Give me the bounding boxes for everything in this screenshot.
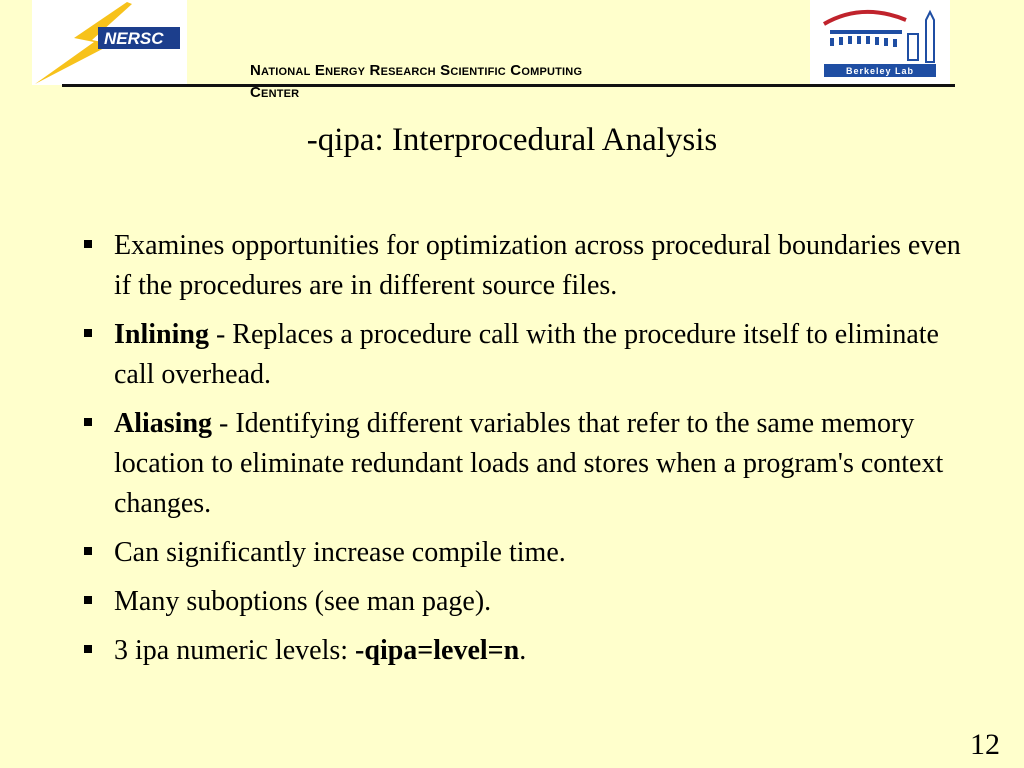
square-bullet-icon — [84, 240, 92, 248]
nersc-logo — [32, 0, 187, 85]
lab-windows — [830, 36, 897, 47]
bullet-item — [78, 582, 978, 622]
bullet-item — [78, 533, 978, 573]
berkeley-lab-text: Berkeley Lab — [845, 66, 915, 76]
square-bullet-icon — [84, 547, 92, 555]
bullet-bold-term: Aliasing — [114, 408, 213, 439]
berkeley-lab-logo — [810, 0, 950, 84]
bullet-list — [78, 226, 978, 680]
lab-building-line — [830, 30, 902, 34]
bullet-suffix: . — [519, 635, 527, 666]
bullet-text: Many suboptions (see man page). — [114, 586, 492, 617]
slide-title: -qipa: Interprocedural Analysis — [306, 122, 718, 158]
organization-name-line1: National Energy Research Scientific Computing — [250, 62, 583, 79]
nersc-logo-graphic — [32, 0, 187, 85]
bullet-item — [78, 226, 978, 306]
berkeley-lab-logo-graphic — [810, 0, 950, 84]
square-bullet-icon — [84, 645, 92, 653]
square-bullet-icon — [84, 418, 92, 426]
bullet-text: Can significantly increase compile time. — [114, 537, 566, 568]
organization-name — [250, 60, 720, 104]
square-bullet-icon — [84, 596, 92, 604]
lab-roof-arc — [824, 12, 906, 24]
square-bullet-icon — [84, 329, 92, 337]
bullet-item — [78, 315, 978, 395]
bullet-text: - Replaces a procedure call with the procedure itself to eliminate call overhead. — [114, 319, 939, 390]
organization-name-line2: Center — [250, 84, 300, 101]
bullet-item — [78, 404, 978, 524]
bullet-item — [78, 631, 978, 671]
lab-building-icon — [908, 34, 918, 60]
bullet-text: Examines opportunities for optimization across procedural boundaries even if the procedures are in different source files. — [114, 230, 961, 301]
page-number: 12 — [970, 728, 1000, 761]
bullet-text: - Identifying different variables that refer to the same memory location to eliminate redundant loads and stores when a program's context changes. — [114, 408, 944, 519]
campanile-tower-icon — [926, 12, 934, 62]
nersc-logo-text: NERSC — [104, 29, 164, 48]
bullet-bold-option: -qipa=level=n — [355, 635, 520, 666]
bullet-bold-term: Inlining — [114, 319, 209, 350]
bullet-text: 3 ipa numeric levels: — [114, 635, 356, 666]
